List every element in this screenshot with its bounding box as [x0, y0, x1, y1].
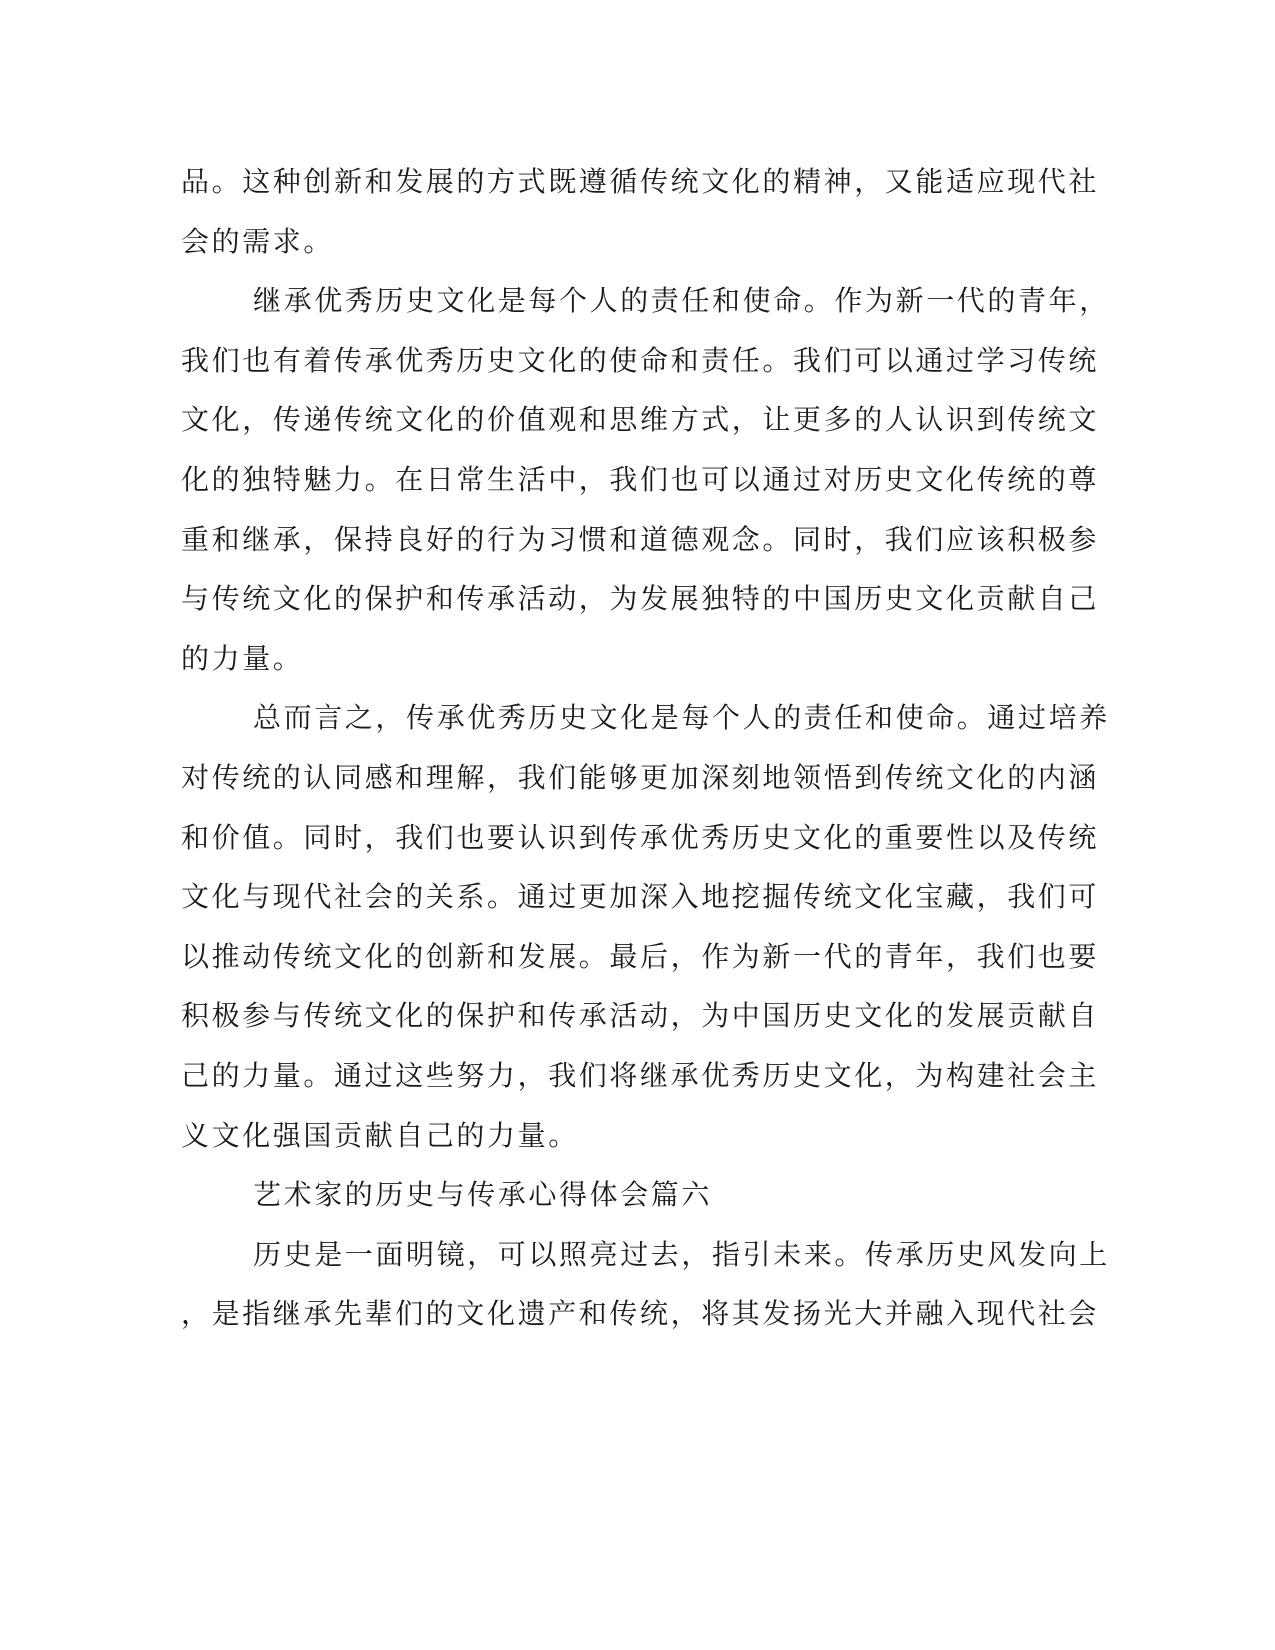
text-line: 文化，传递传统文化的价值观和思维方式，让更多的人认识到传统文 [181, 403, 1100, 437]
text-line: 己的力量。通过这些努力，我们将继承优秀历史文化，为构建社会主 [181, 1058, 1100, 1092]
text-line: 品。这种创新和发展的方式既遵循传统文化的精神，又能适应现代社 [181, 165, 1100, 198]
text-line: 历史是一面明镜，可以照亮过去，指引未来。传承历史风发向上 [253, 1237, 1110, 1271]
text-line: 义文化强国贡献自己的力量。 [181, 1118, 579, 1152]
text-line: ，是指继承先辈们的文化遗产和传统，将其发扬光大并融入现代社会 [181, 1297, 1100, 1331]
text-line: 的力量。 [181, 641, 304, 675]
text-line: 文化与现代社会的关系。通过更加深入地挖掘传统文化宝藏，我们可 [181, 880, 1100, 914]
text-line: 我们也有着传承优秀历史文化的使命和责任。我们可以通过学习传统 [181, 343, 1100, 377]
text-line: 化的独特魅力。在日常生活中，我们也可以通过对历史文化传统的尊 [181, 462, 1100, 496]
document-body [181, 160, 1110, 1352]
text-line: 和价值。同时，我们也要认识到传承优秀历史文化的重要性以及传统 [181, 820, 1100, 854]
text-line: 重和继承，保持良好的行为习惯和道德观念。同时，我们应该积极参 [181, 522, 1100, 556]
text-line: 总而言之，传承优秀历史文化是每个人的责任和使命。通过培养 [253, 701, 1110, 735]
text-line: 会的需求。 [181, 224, 335, 258]
text-line: 积极参与传统文化的保护和传承活动，为中国历史文化的发展贡献自 [181, 999, 1100, 1033]
text-line: 艺术家的历史与传承心得体会篇六 [253, 1178, 713, 1212]
text-line: 与传统文化的保护和传承活动，为发展独特的中国历史文化贡献自己 [181, 582, 1100, 616]
text-line: 继承优秀历史文化是每个人的责任和使命。作为新一代的青年， [253, 284, 1110, 318]
text-line: 以推动传统文化的创新和发展。最后，作为新一代的青年，我们也要 [181, 939, 1100, 973]
text-line: 对传统的认同感和理解，我们能够更加深刻地领悟到传统文化的内涵 [181, 760, 1100, 794]
